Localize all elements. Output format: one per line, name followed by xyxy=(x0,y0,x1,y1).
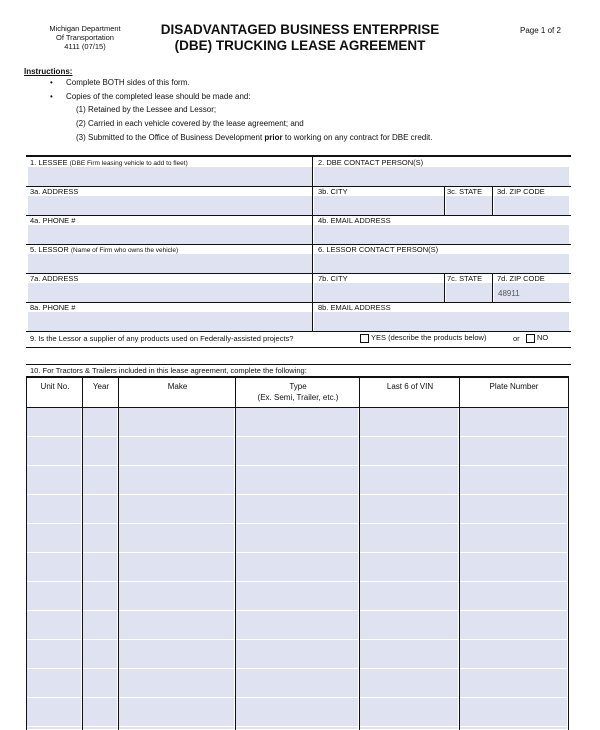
unit-cell[interactable] xyxy=(27,495,82,524)
dbe-contact-label: 2. DBE CONTACT PERSON(S) xyxy=(318,158,424,167)
type-cell[interactable] xyxy=(236,466,359,495)
type-cell[interactable] xyxy=(236,611,359,640)
type-cell[interactable] xyxy=(236,698,359,727)
make-cell[interactable] xyxy=(119,553,235,582)
year-cell[interactable] xyxy=(83,611,118,640)
lessee-zip-input[interactable] xyxy=(494,196,569,215)
col-vin-header: Last 6 of VIN xyxy=(386,382,434,391)
lessee-state-input[interactable] xyxy=(446,196,492,215)
lessor-label-text: 5. LESSOR xyxy=(30,245,69,254)
col-type-example: (Ex. Semi, Trailer, etc.) xyxy=(257,393,339,402)
plate-cell[interactable] xyxy=(460,466,568,495)
instruction-item-3 xyxy=(76,133,432,143)
year-cell[interactable] xyxy=(83,408,118,437)
table-column-line xyxy=(26,376,27,730)
make-cell[interactable] xyxy=(119,582,235,611)
column-divider xyxy=(492,273,493,302)
lessor-phone-input[interactable] xyxy=(28,312,312,331)
form-title xyxy=(145,22,455,54)
table-column-line xyxy=(118,376,119,730)
plate-cell[interactable] xyxy=(460,669,568,698)
type-cell[interactable] xyxy=(236,553,359,582)
plate-cell[interactable] xyxy=(460,582,568,611)
instruction-item-3-post: to working on any contract for DBE credit. xyxy=(282,133,433,142)
instruction-item-1: (1) Retained by the Lessee and Lessor; xyxy=(76,105,217,114)
row-divider xyxy=(26,331,571,332)
plate-cell[interactable] xyxy=(460,611,568,640)
lessor-phone-label: 8a. PHONE # xyxy=(30,303,76,312)
instruction-2: Copies of the completed lease should be made and: xyxy=(66,92,251,101)
plate-cell[interactable] xyxy=(460,495,568,524)
row-divider xyxy=(26,364,571,365)
unit-cell[interactable] xyxy=(27,524,82,553)
type-cell[interactable] xyxy=(236,524,359,553)
instructions-heading: Instructions: xyxy=(24,67,73,76)
type-cell[interactable] xyxy=(236,408,359,437)
type-cell[interactable] xyxy=(236,495,359,524)
row-divider xyxy=(26,186,571,187)
row-divider xyxy=(26,302,571,303)
vin-cell[interactable] xyxy=(360,611,459,640)
lessee-label xyxy=(30,158,188,167)
col-type-header xyxy=(237,381,359,403)
department-name: Michigan Department xyxy=(49,24,121,33)
plate-cell[interactable] xyxy=(460,524,568,553)
type-cell[interactable] xyxy=(236,640,359,669)
row-divider xyxy=(26,215,571,216)
instruction-item-3-pre: (3) Submitted to the Office of Business Development xyxy=(76,133,265,142)
table-column-line xyxy=(459,376,460,730)
lessor-address-input[interactable] xyxy=(28,283,312,302)
year-cell[interactable] xyxy=(83,524,118,553)
column-divider xyxy=(444,186,445,215)
lessor-zip-label: 7d. ZIP CODE xyxy=(497,274,545,283)
lessor-label xyxy=(30,245,178,254)
no-label: NO xyxy=(537,333,549,342)
col-make-header: Make xyxy=(167,382,188,391)
unit-cell[interactable] xyxy=(27,466,82,495)
plate-cell[interactable] xyxy=(460,698,568,727)
row-divider xyxy=(26,273,571,274)
plate-cell[interactable] xyxy=(460,640,568,669)
lessee-phone-input[interactable] xyxy=(28,225,312,244)
instruction-item-3-bold: prior xyxy=(264,133,283,142)
page-number: Page 1 of 2 xyxy=(520,26,561,35)
unit-cell[interactable] xyxy=(27,640,82,669)
vin-cell[interactable] xyxy=(360,553,459,582)
table-top-border xyxy=(26,376,569,378)
question-9-label: 9. Is the Lessor a supplier of any products used on Federally-assisted projects? xyxy=(30,334,294,343)
make-cell[interactable] xyxy=(119,437,235,466)
plate-cell[interactable] xyxy=(460,408,568,437)
table-column-line xyxy=(568,376,569,730)
section-divider xyxy=(26,155,571,157)
column-divider xyxy=(444,273,445,302)
lessee-email-input[interactable] xyxy=(314,225,569,244)
vin-cell[interactable] xyxy=(360,466,459,495)
year-cell[interactable] xyxy=(83,640,118,669)
column-divider xyxy=(312,155,313,331)
lessor-city-label: 7b. CITY xyxy=(318,274,348,283)
vin-cell[interactable] xyxy=(360,495,459,524)
lessee-input[interactable] xyxy=(28,167,312,186)
make-cell[interactable] xyxy=(119,640,235,669)
lessee-label-text: 1. LESSEE xyxy=(30,158,68,167)
plate-cell[interactable] xyxy=(460,437,568,466)
lessee-email-label: 4b. EMAIL ADDRESS xyxy=(318,216,391,225)
bullet-2: • xyxy=(50,92,53,101)
lessor-city-input[interactable] xyxy=(314,283,444,302)
yes-label: YES (describe the products below) xyxy=(371,333,487,342)
make-cell[interactable] xyxy=(119,495,235,524)
col-plate-header: Plate Number xyxy=(489,382,539,391)
unit-cell[interactable] xyxy=(27,408,82,437)
vin-cell[interactable] xyxy=(360,582,459,611)
lessee-address-input[interactable] xyxy=(28,196,312,215)
vin-cell[interactable] xyxy=(360,669,459,698)
form-number: 4111 (07/15) xyxy=(64,42,106,51)
unit-cell[interactable] xyxy=(27,553,82,582)
unit-cell[interactable] xyxy=(27,669,82,698)
lessor-email-label: 8b. EMAIL ADDRESS xyxy=(318,303,391,312)
unit-cell[interactable] xyxy=(27,698,82,727)
lessee-state-label: 3c. STATE xyxy=(447,187,483,196)
make-cell[interactable] xyxy=(119,698,235,727)
type-cell[interactable] xyxy=(236,669,359,698)
type-cell[interactable] xyxy=(236,437,359,466)
column-divider xyxy=(492,186,493,215)
make-cell[interactable] xyxy=(119,524,235,553)
lessee-zip-label: 3d. ZIP CODE xyxy=(497,187,545,196)
plate-cell[interactable] xyxy=(460,553,568,582)
dbe-contact-input[interactable] xyxy=(314,167,569,186)
or-text: or xyxy=(513,334,520,343)
department-block xyxy=(30,24,140,51)
make-cell[interactable] xyxy=(119,466,235,495)
table-column-line xyxy=(82,376,83,730)
lessor-state-label: 7c. STATE xyxy=(447,274,483,283)
question-9-no-option[interactable] xyxy=(526,333,548,343)
vin-cell[interactable] xyxy=(360,437,459,466)
lessee-note: (DBE Firm leasing vehicle to add to fleet) xyxy=(69,160,188,167)
year-cell[interactable] xyxy=(83,495,118,524)
make-cell[interactable] xyxy=(119,408,235,437)
year-cell[interactable] xyxy=(83,669,118,698)
instruction-item-2: (2) Carried in each vehicle covered by the lease agreement; and xyxy=(76,119,304,128)
lessor-contact-label: 6. LESSOR CONTACT PERSON(S) xyxy=(318,245,439,254)
vin-cell[interactable] xyxy=(360,698,459,727)
department-name-line2: Of Transportation xyxy=(56,33,114,42)
year-cell[interactable] xyxy=(83,698,118,727)
year-cell[interactable] xyxy=(83,582,118,611)
col-year-header: Year xyxy=(92,382,110,391)
col-type-title: Type xyxy=(289,382,307,391)
unit-cell[interactable] xyxy=(27,437,82,466)
lessor-contact-input[interactable] xyxy=(314,254,569,273)
lessor-address-label: 7a. ADDRESS xyxy=(30,274,79,283)
col-unit-header: Unit No. xyxy=(40,382,70,391)
instruction-1: Complete BOTH sides of this form. xyxy=(66,78,190,87)
year-cell[interactable] xyxy=(83,466,118,495)
title-line2: (DBE) TRUCKING LEASE AGREEMENT xyxy=(174,38,426,53)
vin-cell[interactable] xyxy=(360,524,459,553)
yes-checkbox[interactable] xyxy=(360,334,369,343)
lessee-city-input[interactable] xyxy=(314,196,444,215)
lessee-address-label: 3a. ADDRESS xyxy=(30,187,79,196)
year-cell[interactable] xyxy=(83,553,118,582)
unit-cell[interactable] xyxy=(27,611,82,640)
question-9-yes-option[interactable] xyxy=(360,333,486,343)
table-column-line xyxy=(359,376,360,730)
lessor-input[interactable] xyxy=(28,254,312,273)
lessee-phone-label: 4a. PHONE # xyxy=(30,216,76,225)
lessor-note: (Name of Firm who owns the vehicle) xyxy=(70,247,179,254)
row-divider xyxy=(26,347,571,348)
lessor-zip-value: 48911 xyxy=(498,289,520,298)
vin-cell[interactable] xyxy=(360,640,459,669)
no-checkbox[interactable] xyxy=(526,334,535,343)
make-cell[interactable] xyxy=(119,669,235,698)
lessor-state-input[interactable] xyxy=(446,283,492,302)
vin-cell[interactable] xyxy=(360,408,459,437)
unit-cell[interactable] xyxy=(27,582,82,611)
question-10-label: 10. For Tractors & Trailers included in this lease agreement, complete the following: xyxy=(30,366,307,375)
table-column-line xyxy=(235,376,236,730)
lessor-email-input[interactable] xyxy=(314,312,569,331)
title-line1: DISADVANTAGED BUSINESS ENTERPRISE xyxy=(160,22,440,37)
type-cell[interactable] xyxy=(236,582,359,611)
make-cell[interactable] xyxy=(119,611,235,640)
year-cell[interactable] xyxy=(83,437,118,466)
bullet-1: • xyxy=(50,78,53,87)
lessee-city-label: 3b. CITY xyxy=(318,187,348,196)
